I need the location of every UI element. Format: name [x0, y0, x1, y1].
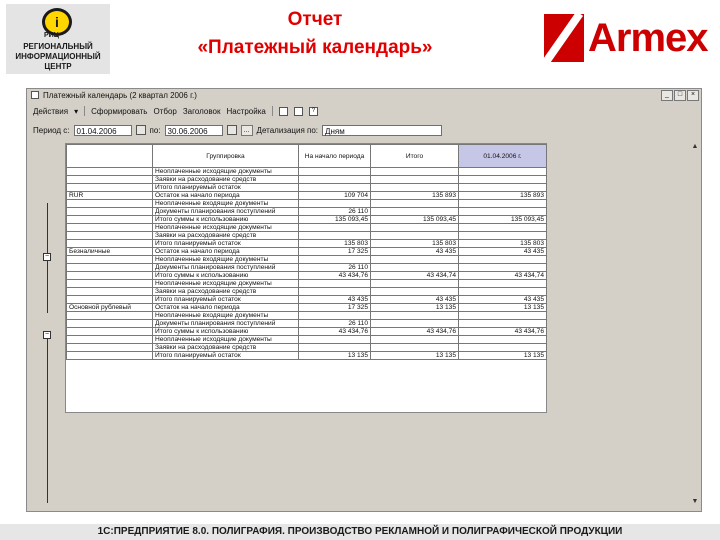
- logo-line-1: РЕГИОНАЛЬНЫЙ: [23, 42, 93, 51]
- start-cell: [299, 312, 371, 320]
- group-cell: [67, 312, 153, 320]
- date-cell: 43 435: [459, 296, 547, 304]
- total-cell: 135 803: [371, 240, 459, 248]
- date-cell: 43 434,74: [459, 272, 547, 280]
- label-cell: Документы планирования поступлений: [153, 320, 299, 328]
- label-cell: Документы планирования поступлений: [153, 264, 299, 272]
- total-cell: [371, 168, 459, 176]
- table-header-row: [67, 145, 547, 168]
- start-cell: [299, 224, 371, 232]
- label-cell: Итого суммы к использованию: [153, 328, 299, 336]
- slide-title-line-2: «Платежный календарь»: [197, 37, 433, 58]
- label-cell: Остаток на начало периода: [153, 248, 299, 256]
- label-cell: Итого планируемый остаток: [153, 296, 299, 304]
- table-row[interactable]: [67, 176, 547, 184]
- maximize-button[interactable]: □: [674, 90, 686, 101]
- slide-title-line-1: Отчет: [287, 9, 343, 30]
- start-cell: 135 803: [299, 240, 371, 248]
- scroll-down-icon[interactable]: ▼: [691, 498, 699, 505]
- start-cell: [299, 280, 371, 288]
- start-cell: 26 110: [299, 208, 371, 216]
- table-row[interactable]: [67, 336, 547, 344]
- label-cell: Итого суммы к использованию: [153, 272, 299, 280]
- header-start: На начало периода: [299, 145, 371, 168]
- group-cell: [67, 320, 153, 328]
- grouping-gutter: [27, 143, 65, 505]
- table-body: [67, 168, 547, 360]
- label-cell: Остаток на начало периода: [153, 192, 299, 200]
- date-cell: 13 135: [459, 304, 547, 312]
- group-cell: [67, 176, 153, 184]
- date-cell: 43 434,76: [459, 328, 547, 336]
- close-button[interactable]: ×: [687, 90, 699, 101]
- date-cell: [459, 168, 547, 176]
- group-cell: Безналичные: [67, 248, 153, 256]
- group-cell: [67, 336, 153, 344]
- logo-text: [6, 42, 110, 72]
- label-cell: Итого планируемый остаток: [153, 352, 299, 360]
- group-cell: [67, 264, 153, 272]
- start-cell: 26 110: [299, 264, 371, 272]
- date-cell: [459, 288, 547, 296]
- start-cell: 13 135: [299, 352, 371, 360]
- date-cell: [459, 312, 547, 320]
- table-row[interactable]: [67, 232, 547, 240]
- date-cell: [459, 264, 547, 272]
- total-cell: 43 435: [371, 248, 459, 256]
- help-icon[interactable]: ?: [309, 107, 318, 116]
- detail-field[interactable]: Дням: [322, 125, 442, 136]
- label-cell: Остаток на начало периода: [153, 304, 299, 312]
- collapse-group-icon[interactable]: −: [44, 253, 50, 260]
- start-cell: [299, 256, 371, 264]
- total-cell: [371, 320, 459, 328]
- table-row[interactable]: [67, 200, 547, 208]
- start-cell: 43 434,76: [299, 328, 371, 336]
- print-icon[interactable]: [294, 107, 303, 116]
- title-button[interactable]: Заголовок: [182, 106, 221, 116]
- group-cell: Основной рублевый: [67, 304, 153, 312]
- armex-mark-icon: [544, 14, 584, 62]
- armex-logo: [544, 14, 708, 62]
- actions-menu[interactable]: Действия: [33, 106, 69, 116]
- date-cell: [459, 224, 547, 232]
- table-row[interactable]: [67, 168, 547, 176]
- table-row[interactable]: [67, 272, 547, 280]
- group-cell: [67, 272, 153, 280]
- group-cell: [67, 184, 153, 192]
- header-date: 01.04.2006 г.: [459, 145, 547, 168]
- group-cell: [67, 288, 153, 296]
- date-cell: [459, 336, 547, 344]
- total-cell: [371, 232, 459, 240]
- label-cell: Итого суммы к использованию: [153, 216, 299, 224]
- table-row[interactable]: [67, 280, 547, 288]
- period-params: [27, 123, 701, 137]
- label-cell: Заявки на расходование средств: [153, 344, 299, 352]
- date-cell: 135 093,45: [459, 216, 547, 224]
- date-from-field[interactable]: 01.04.2006: [74, 125, 132, 136]
- armex-wordmark: Armex: [588, 16, 708, 60]
- table-row[interactable]: [67, 352, 547, 360]
- logo-abbrev: РИЦ: [44, 32, 59, 39]
- window-title: Платежный календарь (2 квартал 2006 г.): [43, 90, 197, 100]
- total-cell: [371, 176, 459, 184]
- date-cell: [459, 256, 547, 264]
- date-cell: 43 435: [459, 248, 547, 256]
- minimize-button[interactable]: _: [661, 90, 673, 101]
- table-row[interactable]: [67, 256, 547, 264]
- group-cell: [67, 168, 153, 176]
- scroll-up-icon[interactable]: ▲: [691, 143, 699, 150]
- start-cell: [299, 168, 371, 176]
- group-cell: [67, 352, 153, 360]
- group-cell: [67, 280, 153, 288]
- vertical-scrollbar[interactable]: [691, 143, 699, 505]
- total-cell: [371, 344, 459, 352]
- group-cell: [67, 216, 153, 224]
- total-cell: [371, 336, 459, 344]
- group-cell: [67, 208, 153, 216]
- table-row[interactable]: [67, 224, 547, 232]
- total-cell: [371, 184, 459, 192]
- calendar-icon[interactable]: [136, 125, 146, 135]
- total-cell: 13 135: [371, 352, 459, 360]
- logo-line-2: ИНФОРМАЦИОННЫЙ: [15, 52, 101, 61]
- app-window: [26, 88, 702, 512]
- total-cell: [371, 224, 459, 232]
- date-cell: [459, 184, 547, 192]
- generate-button[interactable]: Сформировать: [91, 106, 148, 116]
- collapse-group-icon[interactable]: −: [44, 331, 50, 338]
- total-cell: 135 893: [371, 192, 459, 200]
- header-grouping: Группировка: [153, 145, 299, 168]
- table-row[interactable]: [67, 288, 547, 296]
- label-cell: Неоплаченные исходящие документы: [153, 280, 299, 288]
- group-cell: [67, 224, 153, 232]
- table-row[interactable]: [67, 328, 547, 336]
- total-cell: [371, 288, 459, 296]
- settings-button[interactable]: Настройка: [226, 106, 266, 116]
- table-row[interactable]: [67, 248, 547, 256]
- to-label: по:: [149, 125, 161, 135]
- start-cell: [299, 336, 371, 344]
- start-cell: 43 435: [299, 296, 371, 304]
- window-titlebar: [27, 89, 701, 101]
- start-cell: 17 325: [299, 248, 371, 256]
- start-cell: [299, 288, 371, 296]
- label-cell: Итого планируемый остаток: [153, 184, 299, 192]
- period-select-button[interactable]: ...: [241, 125, 253, 136]
- table-row[interactable]: [67, 344, 547, 352]
- date-cell: [459, 344, 547, 352]
- total-cell: 43 435: [371, 296, 459, 304]
- label-cell: Неоплаченные входящие документы: [153, 312, 299, 320]
- total-cell: [371, 280, 459, 288]
- total-cell: [371, 200, 459, 208]
- date-cell: [459, 280, 547, 288]
- start-cell: 26 110: [299, 320, 371, 328]
- detail-label: Детализация по:: [256, 125, 319, 135]
- group-cell: [67, 296, 153, 304]
- start-cell: 17 325: [299, 304, 371, 312]
- document-icon: [31, 91, 39, 99]
- logo-ric: [6, 4, 110, 74]
- start-cell: [299, 344, 371, 352]
- date-cell: 135 803: [459, 240, 547, 248]
- total-cell: 43 434,74: [371, 272, 459, 280]
- report-table: [66, 144, 547, 360]
- table-row[interactable]: [67, 296, 547, 304]
- start-cell: [299, 184, 371, 192]
- toolbar-separator: [272, 106, 273, 116]
- start-cell: 109 704: [299, 192, 371, 200]
- table-row[interactable]: [67, 208, 547, 216]
- group-cell: [67, 256, 153, 264]
- header-group: [67, 145, 153, 168]
- group-cell: [67, 200, 153, 208]
- label-cell: Неоплаченные исходящие документы: [153, 168, 299, 176]
- toolbar-separator: [84, 106, 85, 116]
- table-row[interactable]: [67, 216, 547, 224]
- total-cell: [371, 264, 459, 272]
- period-label: Период с:: [33, 125, 70, 135]
- table-row[interactable]: [67, 320, 547, 328]
- group-cell: [67, 240, 153, 248]
- label-cell: Неоплаченные исходящие документы: [153, 224, 299, 232]
- save-icon[interactable]: [279, 107, 288, 116]
- date-cell: [459, 232, 547, 240]
- date-cell: [459, 208, 547, 216]
- logo-emblem: i: [42, 8, 72, 36]
- start-cell: [299, 232, 371, 240]
- table-row[interactable]: [67, 240, 547, 248]
- calendar-icon[interactable]: [227, 125, 237, 135]
- footer-banner: 1С:ПРЕДПРИЯТИЕ 8.0. ПОЛИГРАФИЯ. ПРОИЗВОДСТВО РЕКЛАМНОЙ И ПОЛИГРАФИЧЕСКОЙ ПРОДУКЦИИ: [0, 524, 720, 540]
- total-cell: 43 434,76: [371, 328, 459, 336]
- group-line: [47, 331, 48, 503]
- total-cell: [371, 312, 459, 320]
- table-row[interactable]: [67, 184, 547, 192]
- date-to-field[interactable]: 30.06.2006: [165, 125, 223, 136]
- start-cell: 43 434,76: [299, 272, 371, 280]
- report-sheet: [65, 143, 547, 413]
- date-cell: [459, 320, 547, 328]
- group-cell: [67, 232, 153, 240]
- start-cell: 135 093,45: [299, 216, 371, 224]
- logo-line-3: ЦЕНТР: [44, 62, 72, 71]
- label-cell: Документы планирования поступлений: [153, 208, 299, 216]
- label-cell: Заявки на расходование средств: [153, 176, 299, 184]
- group-cell: RUR: [67, 192, 153, 200]
- toolbar: [27, 105, 701, 117]
- date-cell: 135 893: [459, 192, 547, 200]
- table-row[interactable]: [67, 264, 547, 272]
- total-cell: 13 135: [371, 304, 459, 312]
- label-cell: Заявки на расходование средств: [153, 232, 299, 240]
- total-cell: 135 093,45: [371, 216, 459, 224]
- total-cell: [371, 208, 459, 216]
- group-cell: [67, 344, 153, 352]
- date-cell: 13 135: [459, 352, 547, 360]
- header-total: Итого: [371, 145, 459, 168]
- date-cell: [459, 200, 547, 208]
- start-cell: [299, 176, 371, 184]
- label-cell: Неоплаченные входящие документы: [153, 256, 299, 264]
- label-cell: Заявки на расходование средств: [153, 288, 299, 296]
- chevron-down-icon: ▾: [74, 106, 79, 116]
- date-cell: [459, 176, 547, 184]
- table-row[interactable]: [67, 304, 547, 312]
- table-row[interactable]: [67, 312, 547, 320]
- label-cell: Неоплаченные исходящие документы: [153, 336, 299, 344]
- label-cell: Неоплаченные входящие документы: [153, 200, 299, 208]
- otbor-button[interactable]: Отбор: [153, 106, 177, 116]
- total-cell: [371, 256, 459, 264]
- slide-title: [150, 6, 480, 62]
- label-cell: Итого планируемый остаток: [153, 240, 299, 248]
- group-cell: [67, 328, 153, 336]
- table-row[interactable]: [67, 192, 547, 200]
- start-cell: [299, 200, 371, 208]
